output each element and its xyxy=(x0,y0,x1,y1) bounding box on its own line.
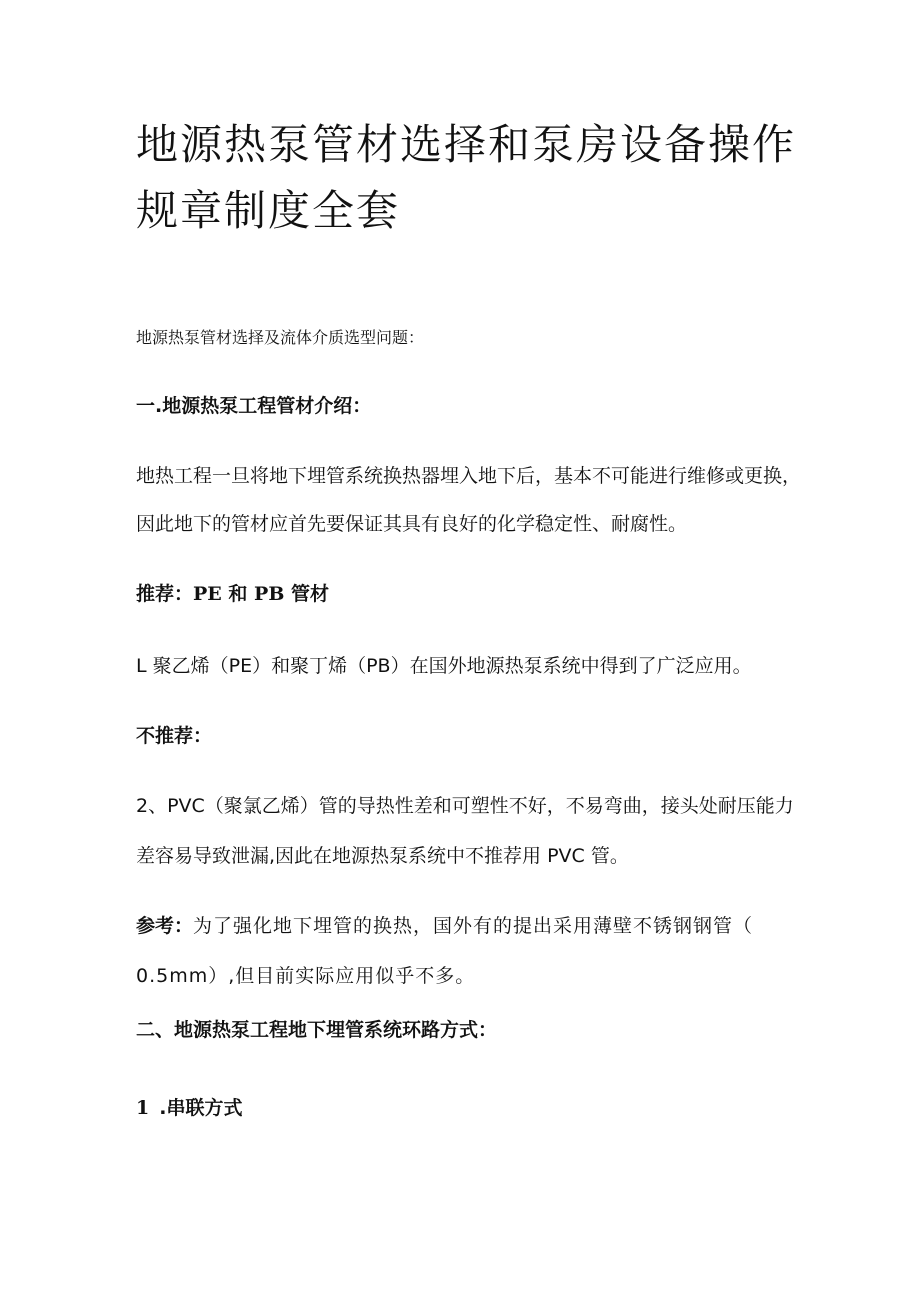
subsection1-label: .串联方式 xyxy=(159,1097,243,1119)
item2-line1: 2、PVC（聚氯乙烯）管的导热性差和可塑性不好，不易弯曲，接头处耐压能力 xyxy=(136,795,794,817)
section1-paragraph-line2: 因此地下的管材应首先要保证其具有良好的化学稳定性、耐腐性。 xyxy=(136,513,688,535)
reference-line2: 0.5mm）,但目前实际应用似乎不多。 xyxy=(136,965,476,987)
reference-text-line1: 为了强化地下埋管的换热，国外有的提出采用薄壁不锈钢钢管（ xyxy=(193,915,754,937)
not-recommend-label: 不推荐： xyxy=(136,725,213,747)
recommend-line xyxy=(136,580,329,608)
document-title: 地源热泵管材选择和泵房设备操作规章制度全套 xyxy=(136,120,797,235)
item2-line2: 差容易导致泄漏,因此在地源热泵系统中不推荐用 PVC 管。 xyxy=(136,845,629,867)
recommend-and: 和 xyxy=(221,583,255,605)
recommend-pe: PE xyxy=(193,583,222,605)
recommend-pb: PB xyxy=(254,583,285,605)
section1-paragraph-line1: 地热工程一旦将地下埋管系统换热器埋入地下后，基本不可能进行维修或更换， xyxy=(136,465,802,487)
section2-heading: 二、地源热泵工程地下埋管系统环路方式： xyxy=(136,1019,498,1041)
subsection1-heading xyxy=(136,1094,242,1122)
subsection1-number: 1 xyxy=(136,1097,150,1119)
reference-line1 xyxy=(136,912,753,940)
section1-heading: 一.地源热泵工程管材介绍： xyxy=(136,395,372,417)
recommend-suffix: 管材 xyxy=(284,583,330,605)
item1-text: L 聚乙烯（PE）和聚丁烯（PB）在国外地源热泵系统中得到了广泛应用。 xyxy=(136,655,752,677)
reference-label: 参考： xyxy=(136,915,194,937)
recommend-prefix: 推荐： xyxy=(136,583,194,605)
intro-text: 地源热泵管材选择及流体介质选型问题： xyxy=(136,328,425,347)
